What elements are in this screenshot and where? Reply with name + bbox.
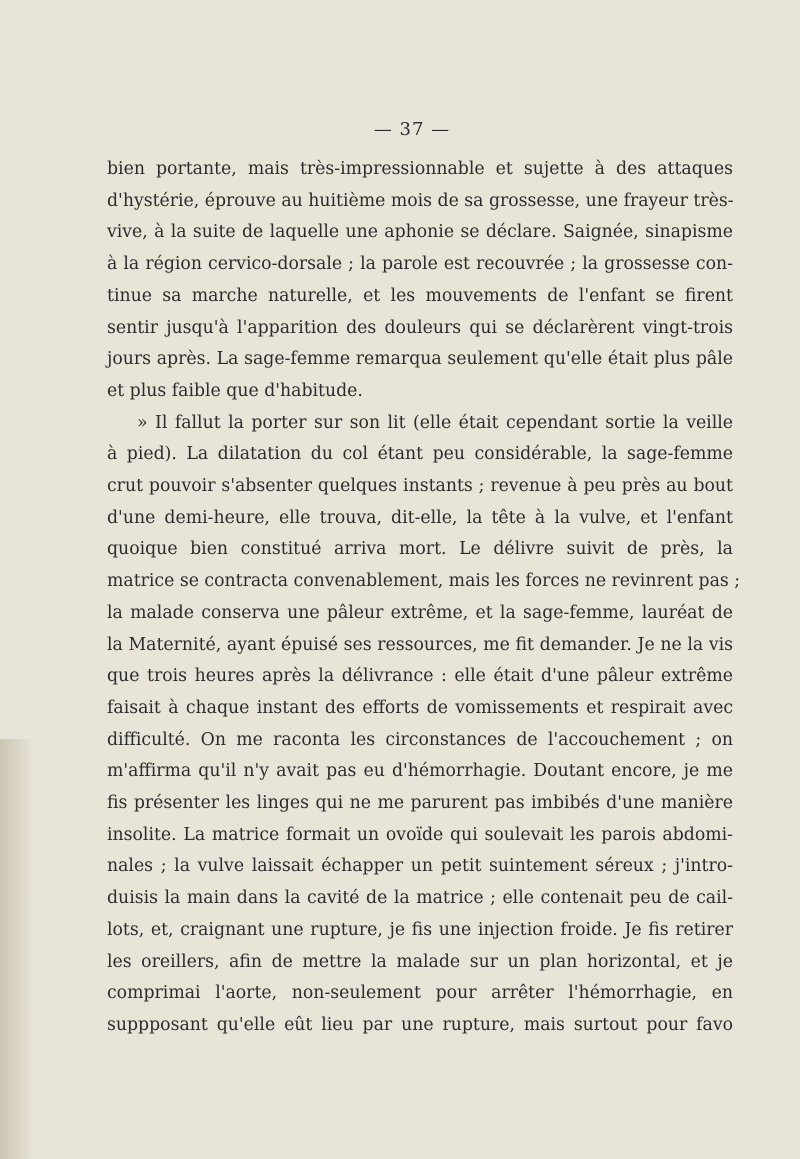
page-edge-shadow (0, 739, 34, 1159)
text-line: la malade conserva une pâleur extrême, et la sage-femme, lauréat de (107, 602, 733, 623)
text-line: faisait à chaque instant des efforts de vomissements et respirait avec (107, 697, 733, 718)
text-line: les oreillers, afin de mettre la malade sur un plan horizontal, et je (107, 951, 733, 972)
text-line: fis présenter les linges qui ne me parurent pas imbibés d'une manière (107, 793, 733, 814)
text-line: nales ; la vulve laissait échapper un petit suintement séreux ; j'intro- (107, 856, 733, 877)
text-line: sentir jusqu'à l'apparition des douleurs qui se déclarèrent vingt-trois (107, 317, 733, 338)
page-number: — 37 — (373, 119, 451, 140)
text-line: la Maternité, ayant épuisé ses ressources, me fit demander. Je ne la vis (107, 634, 733, 655)
text-line: tinue sa marche naturelle, et les mouvements de l'enfant se firent (107, 285, 733, 306)
text-line: que trois heures après la délivrance : elle était d'une pâleur extrême (107, 666, 733, 687)
text-line: et plus faible que d'habitude. (107, 380, 363, 401)
text-line: matrice se contracta convenablement, mais les forces ne revinrent pas ; (107, 571, 741, 592)
text-line: d'une demi-heure, elle trouva, dit-elle, la tête à la vulve, et l'enfant (107, 507, 733, 528)
text-line: crut pouvoir s'absenter quelques instants ; revenue à peu près au bout (107, 476, 733, 497)
body-text (107, 154, 741, 1042)
text-line: comprimai l'aorte, non-seulement pour arrêter l'hémorrhagie, en (107, 983, 733, 1004)
text-line: » Il fallut la porter sur son lit (elle était cependant sortie la veille (137, 412, 733, 433)
paragraph-1 (107, 154, 733, 408)
text-line: m'affirma qu'il n'y avait pas eu d'hémorrhagie. Doutant encore, je me (107, 761, 733, 782)
text-line: bien portante, mais très-impressionnable et sujette à des attaques (107, 159, 733, 179)
paragraph-2 (107, 408, 741, 1042)
text-line: d'hystérie, éprouve au huitième mois de sa grossesse, une frayeur très- (107, 190, 734, 211)
text-line: jours après. La sage-femme remarqua seulement qu'elle était plus pâle (107, 349, 733, 370)
text-line: duisis la main dans la cavité de la matrice ; elle contenait peu de cail- (107, 888, 733, 909)
text-line: suppposant qu'elle eût lieu par une rupture, mais surtout pour favo (107, 1014, 733, 1035)
text-line: difficulté. On me raconta les circonstances de l'accouchement ; on (107, 729, 733, 750)
text-line: lots, et, craignant une rupture, je fis une injection froide. Je fis retirer (107, 919, 733, 940)
text-line: vive, à la suite de laquelle une aphonie se déclare. Saignée, sinapisme (107, 222, 733, 243)
text-line: insolite. La matrice formait un ovoïde qui soulevait les parois abdomi- (107, 824, 733, 845)
text-line: à pied). La dilatation du col étant peu considérable, la sage-femme (107, 444, 733, 465)
text-line: à la région cervico-dorsale ; la parole est recouvrée ; la grossesse con- (107, 254, 733, 275)
text-line: quoique bien constitué arriva mort. Le délivre suivit de près, la (107, 539, 733, 560)
